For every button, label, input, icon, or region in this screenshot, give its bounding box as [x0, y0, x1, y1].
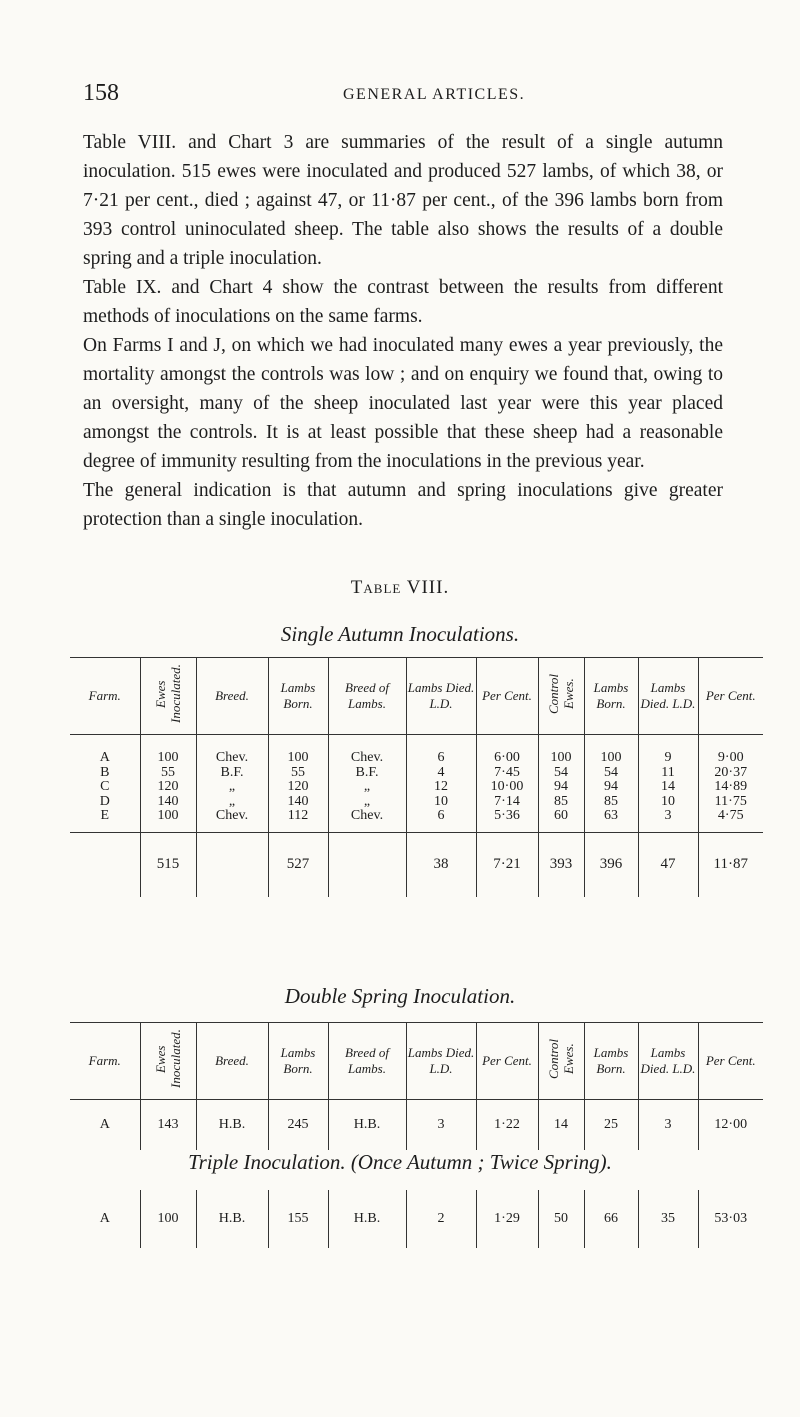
- control-lambs-born-column: 100 54 94 85 63: [584, 735, 638, 833]
- double-subtitle: Double Spring Inoculation.: [284, 984, 516, 1008]
- header-row: [70, 658, 763, 735]
- header-cell: Breed of Lambs.: [328, 1023, 406, 1100]
- header-cell: Control Ewes.: [546, 1039, 576, 1079]
- header-cell: Lambs Died. L.D.: [406, 658, 476, 735]
- page-number: 158: [83, 80, 119, 106]
- paragraph: Table VIII. and Chart 3 are summaries of the result of a single autumn inoculation. 515 ewes were inoculated and produced 527 lambs, of which 38, or 7·21 per cent., died ; against 47, or 11·87 per cent., of the 396 lambs born from 393 control uninoculated sheep. The table also shows the results of a double spring and a triple inoculation.: [83, 132, 723, 269]
- data-block: [70, 735, 763, 833]
- table-title: Table VIII.: [350, 577, 450, 598]
- control-lambs-died-column: 9 11 14 10 3: [638, 735, 698, 833]
- header-cell: Per Cent.: [698, 658, 763, 735]
- header-cell: Breed of Lambs.: [328, 658, 406, 735]
- breed-of-lambs-column: Chev. B.F. „ „ Chev.: [328, 735, 406, 833]
- paragraph: On Farms I and J, on which we had inoculated many ewes a year previously, the mortality amongst the controls was low ; and on enquiry we found that, owing to an oversight, many of the sheep inoculated last year were this year placed amongst the controls. It is at least possible that these sheep had a reasonable degree of immunity resulting from the inoculations in the previous year.: [83, 335, 723, 472]
- paragraph: Table IX. and Chart 4 show the contrast between the results from different methods of inoculations on the same farms.: [83, 277, 723, 327]
- page-header: [83, 80, 723, 112]
- single-inoculation-table: [70, 657, 763, 897]
- table-row: A 143 H.B. 245 H.B. 3 1·22 14 25 3 12·00: [70, 1100, 763, 1150]
- control-ewes-column: 100 54 94 85 60: [538, 735, 584, 833]
- header-cell: Ewes Inoculated.: [153, 1029, 183, 1089]
- running-title: GENERAL ARTICLES.: [343, 86, 526, 103]
- single-subtitle: Single Autumn Inoculations.: [280, 622, 520, 646]
- lambs-born-column: 100 55 120 140 112: [268, 735, 328, 833]
- header-cell: Ewes Inoculated.: [153, 664, 183, 724]
- header-cell: Farm.: [70, 658, 140, 735]
- lambs-died-column: 6 4 12 10 6: [406, 735, 476, 833]
- header-cell: Per Cent.: [698, 1023, 763, 1100]
- table-row: A 100 H.B. 155 H.B. 2 1·29 50 66 35 53·03: [70, 1190, 763, 1248]
- totals-row: 515 527 38 7·21 393 396 47 11·87: [70, 832, 763, 897]
- header-cell: Lambs Died. L.D.: [638, 1023, 698, 1100]
- header-cell: Lambs Died. L.D.: [406, 1023, 476, 1100]
- header-cell: Lambs Born.: [584, 1023, 638, 1100]
- farm-column: A B C D E: [99, 750, 110, 823]
- paragraph: The general indication is that autumn and spring inoculations give greater protection than a single inoculation.: [83, 480, 723, 530]
- per-cent-column: 6·00 7·45 10·00 7·14 5·36: [476, 735, 538, 833]
- header-cell: Lambs Born.: [584, 658, 638, 735]
- double-inoculation-table: [70, 1022, 763, 1150]
- ewes-inoculated-column: 100 55 120 140 100: [140, 735, 196, 833]
- header-cell: Lambs Born.: [268, 658, 328, 735]
- header-cell: Per Cent.: [476, 658, 538, 735]
- control-per-cent-column: 9·00 20·37 14·89 11·75 4·75: [698, 735, 763, 833]
- triple-subtitle: Triple Inoculation. (Once Autumn ; Twice Spring).: [188, 1150, 612, 1174]
- header-cell: Breed.: [196, 1023, 268, 1100]
- breed-column: Chev. B.F. „ „ Chev.: [196, 735, 268, 833]
- header-cell: Lambs Born.: [268, 1023, 328, 1100]
- body-text: [83, 128, 723, 534]
- header-row: [70, 1023, 763, 1100]
- triple-inoculation-table: [70, 1190, 763, 1248]
- header-cell: Per Cent.: [476, 1023, 538, 1100]
- header-cell: Breed.: [196, 658, 268, 735]
- header-cell: Lambs Died. L.D.: [638, 658, 698, 735]
- header-cell: Farm.: [70, 1023, 140, 1100]
- header-cell: Control Ewes.: [546, 674, 576, 714]
